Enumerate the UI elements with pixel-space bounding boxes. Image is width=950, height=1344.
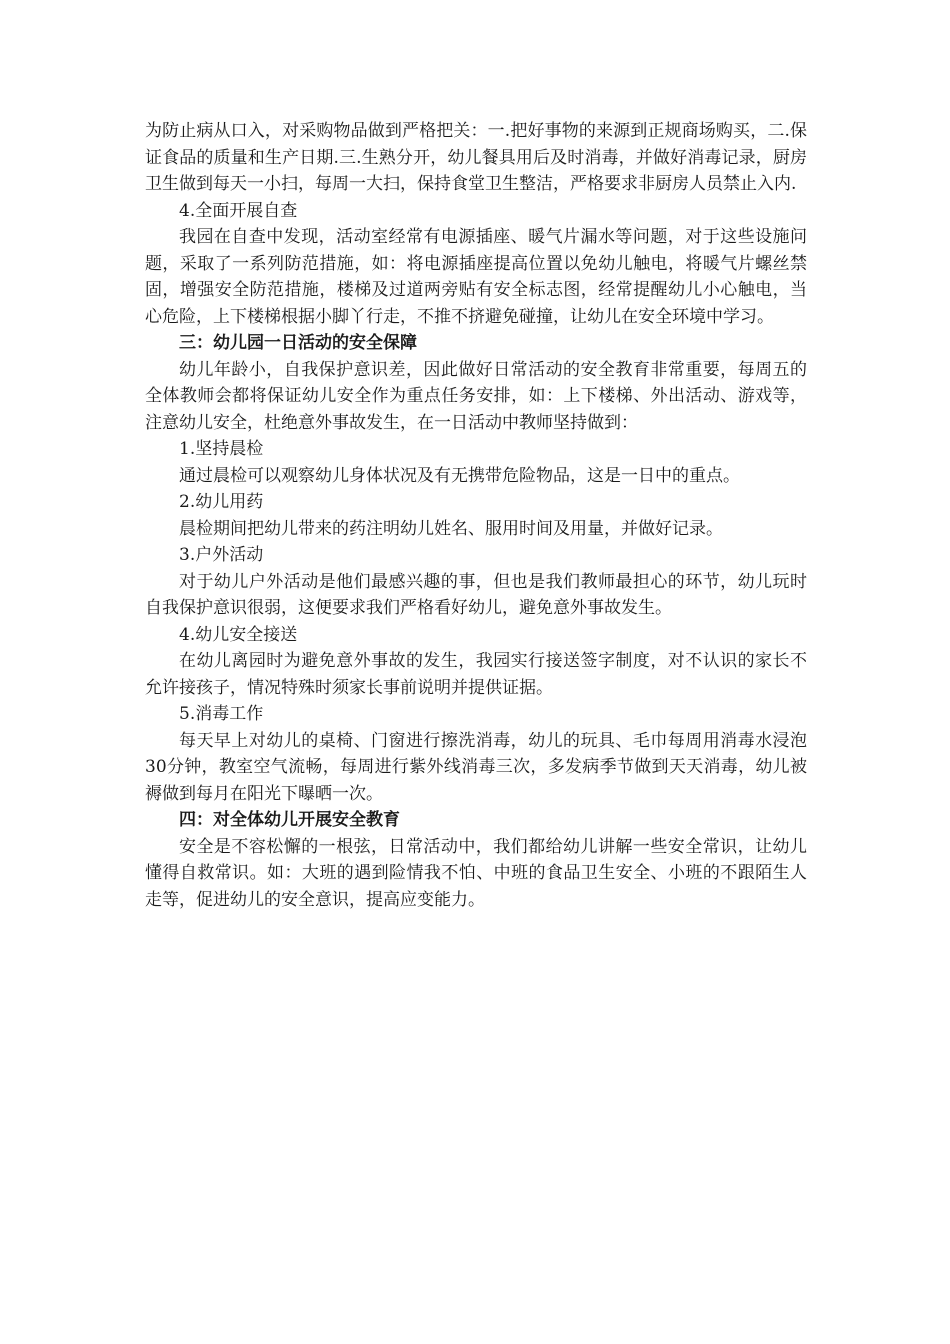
paragraph-outdoor-activity: 对于幼儿户外活动是他们最感兴趣的事，但也是我们教师最担心的环节，幼儿玩时自我保护意识很弱，这便要求我们严格看好幼儿，避免意外事故发生。 [145, 571, 807, 618]
paragraph-daily-safety: 幼儿年龄小，自我保护意识差，因此做好日常活动的安全教育非常重要，每周五的全体教师会都将保证幼儿安全作为重点任务安排，如：上下楼梯、外出活动、游戏等，注意幼儿安全，杜绝意外事故发生，在一日活动中教师坚持做到： [145, 359, 807, 433]
item-disinfection: 5.消毒工作 [179, 704, 264, 724]
item-medication: 2.幼儿用药 [179, 492, 264, 512]
document-body [145, 118, 807, 913]
paragraph-pickup-dropoff: 在幼儿离园时为避免意外事故的发生，我园实行接送签字制度，对不认识的家长不允许接孩子，情况特殊时须家长事前说明并提供证据。 [145, 651, 807, 698]
paragraph-morning-check: 通过晨检可以观察幼儿身体状况及有无携带危险物品，这是一日中的重点。 [179, 465, 740, 486]
section-heading-safety-education: 四：对全体幼儿开展安全教育 [179, 810, 400, 830]
item-self-inspection: 4.全面开展自查 [179, 200, 298, 221]
paragraph-medication: 晨检期间把幼儿带来的药注明幼儿姓名、服用时间及用量，并做好记录。 [179, 518, 723, 539]
item-pickup-dropoff: 4.幼儿安全接送 [179, 624, 298, 645]
paragraph-self-inspection: 我园在自查中发现，活动室经常有电源插座、暖气片漏水等问题，对于这些设施问题，采取了一系列防范措施，如：将电源插座提高位置以免幼儿触电，将暖气片螺丝禁固，增强安全防范措施，楼梯及过道两旁贴有安全标志图，经常提醒幼儿小心触电，当心危险，上下楼梯根据小脚丫行走，不推不挤避免碰撞，让幼儿在安全环境中学习。 [145, 227, 807, 327]
item-outdoor-activity: 3.户外活动 [179, 545, 264, 565]
paragraph-disinfection: 每天早上对幼儿的桌椅、门窗进行擦洗消毒，幼儿的玩具、毛巾每周用消毒水浸泡30分钟，教室空气流畅，每周进行紫外线消毒三次，多发病季节做到天天消毒，幼儿被褥做到每月在阳光下曝晒一次。 [145, 730, 807, 804]
paragraph-safety-education: 安全是不容松懈的一根弦，日常活动中，我们都给幼儿讲解一些安全常识，让幼儿懂得自救常识。如：大班的遇到险情我不怕、中班的食品卫生安全、小班的不跟陌生人走等，促进幼儿的安全意识，提高应变能力。 [145, 836, 807, 910]
section-heading-daily-safety: 三：幼儿园一日活动的安全保障 [179, 333, 417, 353]
item-morning-check: 1.坚持晨检 [179, 439, 264, 459]
paragraph-procurement: 为防止病从口入，对采购物品做到严格把关：一.把好事物的来源到正规商场购买，二.保证食品的质量和生产日期.三.生熟分开，幼儿餐具用后及时消毒，并做好消毒记录，厨房卫生做到每天一小扫，每周一大扫，保持食堂卫生整洁，严格要求非厨房人员禁止入内. [145, 121, 807, 194]
